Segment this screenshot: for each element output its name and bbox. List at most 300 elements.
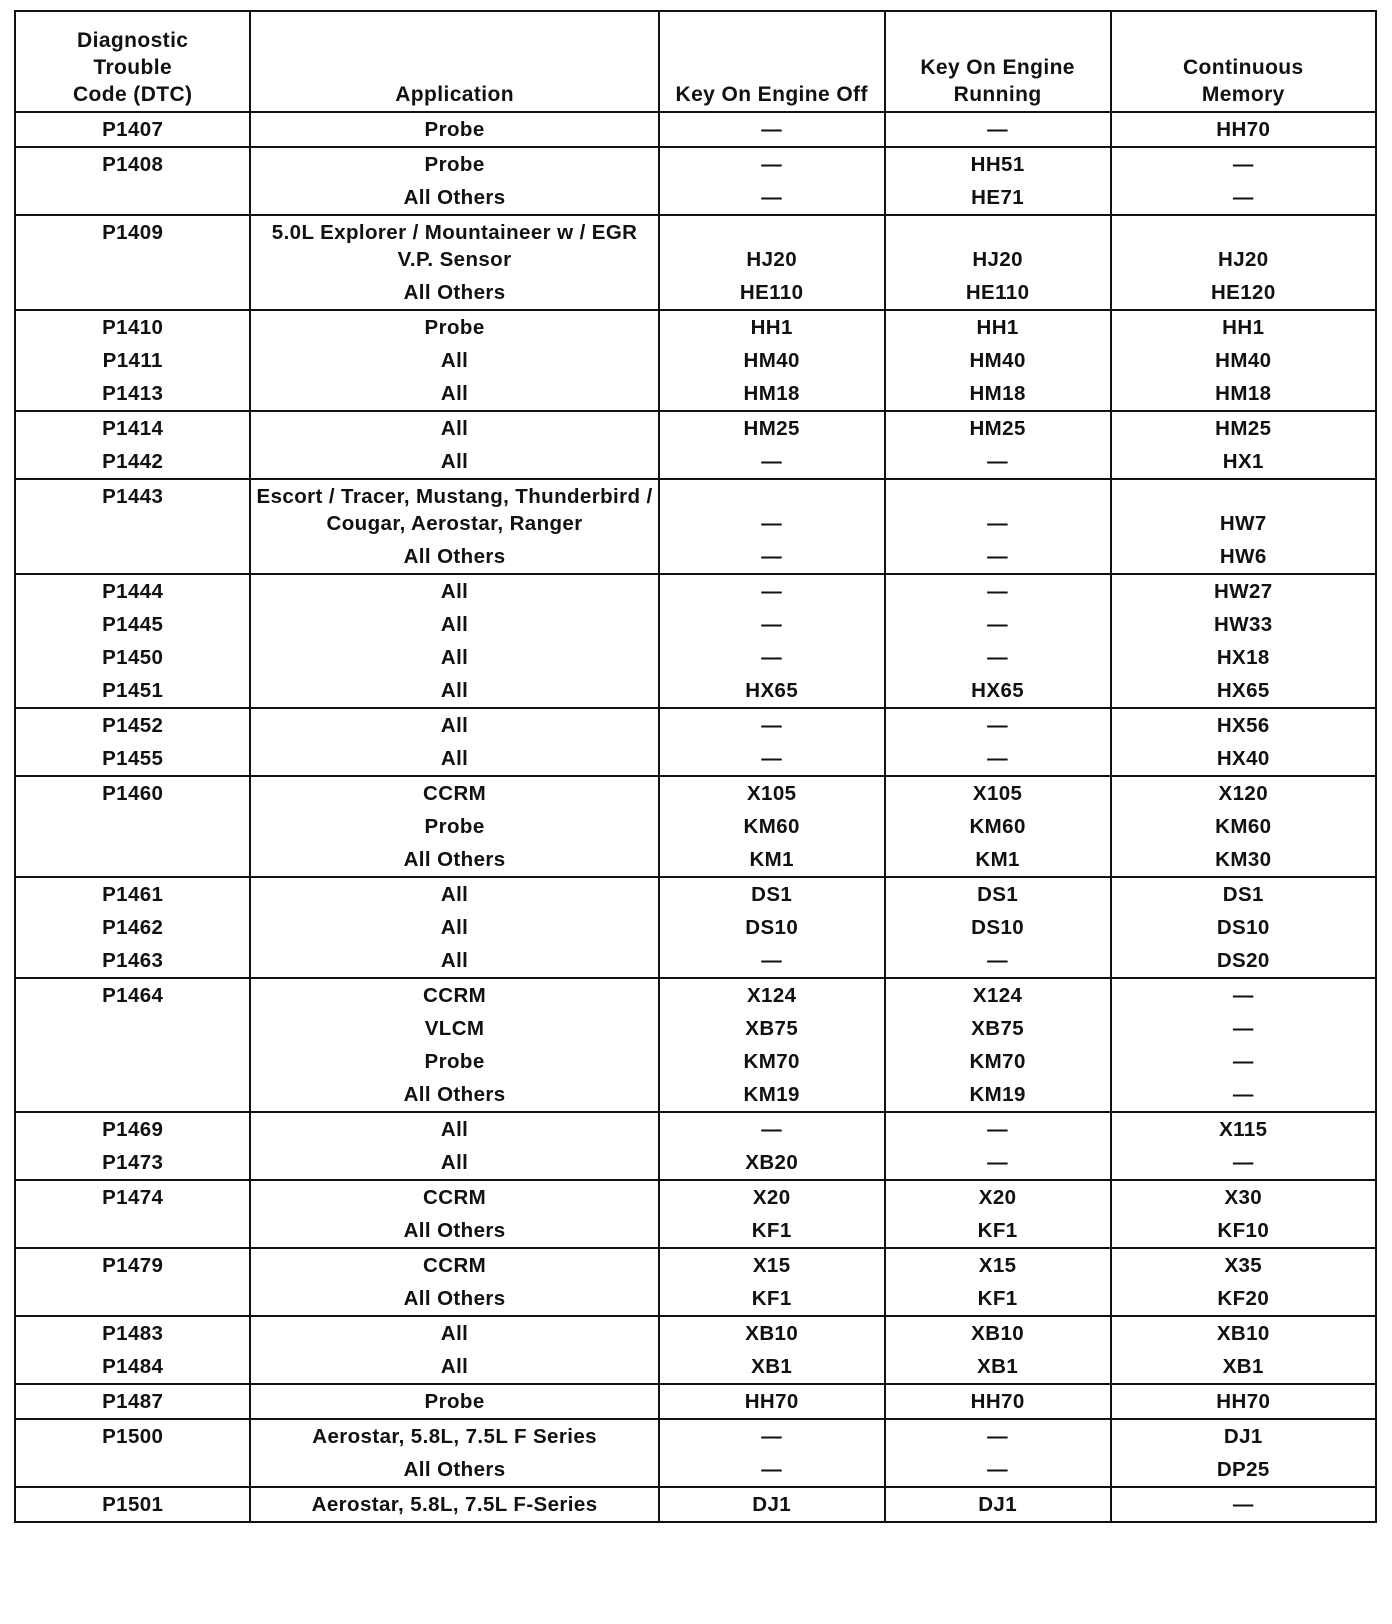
koeo-cell [659, 411, 885, 445]
koeo-cell-text: — [761, 1425, 783, 1448]
application-cell-text: Probe [424, 118, 485, 141]
koeo-cell-text: KF1 [751, 1287, 792, 1310]
koeo-cell [659, 1248, 885, 1282]
koer-cell-text: — [987, 747, 1009, 770]
dtc-cell [15, 1214, 250, 1248]
dtc-cell-text: P1445 [102, 613, 164, 636]
dtc-cell-text: P1500 [102, 1425, 164, 1448]
application-cell-text: CCRM [423, 1254, 487, 1277]
koer-cell [885, 944, 1111, 978]
koeo-cell-text: HH1 [750, 316, 793, 339]
dtc-cell [15, 1146, 250, 1180]
dtc-cell [15, 1078, 250, 1112]
continuous-memory-cell [1111, 1146, 1376, 1180]
dtc-group [15, 215, 1376, 310]
dtc-cell [15, 1453, 250, 1487]
koeo-cell [659, 1384, 885, 1419]
koer-cell-text: X124 [972, 984, 1023, 1007]
continuous-memory-cell-text: HX1 [1222, 450, 1264, 473]
table-row [15, 1146, 1376, 1180]
koeo-cell-text: — [761, 545, 783, 568]
koer-cell [885, 1214, 1111, 1248]
continuous-memory-cell-text: HX56 [1216, 714, 1270, 737]
table-row [15, 1045, 1376, 1078]
dtc-cell [15, 310, 250, 344]
application-cell [250, 1350, 658, 1384]
dtc-cell [15, 1350, 250, 1384]
continuous-memory-cell-text: X115 [1219, 1118, 1268, 1141]
dtc-cell [15, 147, 250, 181]
table-row [15, 1350, 1376, 1384]
dtc-group [15, 147, 1376, 215]
continuous-memory-cell-text: — [1232, 186, 1254, 209]
dtc-cell [15, 1045, 250, 1078]
dtc-table [14, 10, 1377, 1523]
koeo-cell [659, 641, 885, 674]
continuous-memory-cell-text: — [1232, 1151, 1254, 1174]
dtc-cell-text: P1464 [102, 984, 164, 1007]
koer-cell-text: X20 [978, 1186, 1017, 1209]
dtc-group [15, 112, 1376, 147]
koeo-cell-text: HE110 [739, 281, 804, 304]
koeo-cell-text: — [761, 949, 783, 972]
koeo-cell [659, 1146, 885, 1180]
koeo-cell [659, 810, 885, 843]
continuous-memory-cell [1111, 641, 1376, 674]
continuous-memory-cell-text: — [1232, 153, 1254, 176]
header-row [15, 11, 1376, 112]
dtc-group [15, 1112, 1376, 1180]
table-row [15, 674, 1376, 708]
application-cell-text: All Others [403, 1219, 506, 1242]
application-cell [250, 1012, 658, 1045]
dtc-group [15, 708, 1376, 776]
continuous-memory-cell-text: X30 [1224, 1186, 1263, 1209]
dtc-cell [15, 1384, 250, 1419]
koer-cell-text: HX65 [971, 679, 1025, 702]
application-cell-text: All [440, 916, 469, 939]
koer-cell-text: — [987, 1425, 1009, 1448]
dtc-cell [15, 574, 250, 608]
koeo-cell-text: HM40 [743, 349, 800, 372]
koer-cell-text: — [987, 545, 1009, 568]
koeo-cell [659, 1282, 885, 1316]
table-row [15, 310, 1376, 344]
application-cell-text: CCRM [423, 782, 487, 805]
koer-cell [885, 181, 1111, 215]
application-cell [250, 1419, 658, 1453]
koeo-cell-text: — [761, 450, 783, 473]
dtc-cell-text: P1408 [102, 153, 164, 176]
application-cell [250, 810, 658, 843]
continuous-memory-cell-text: DS1 [1222, 883, 1264, 906]
koer-cell-text: HH51 [970, 153, 1025, 176]
koer-cell [885, 1419, 1111, 1453]
koeo-cell [659, 877, 885, 911]
continuous-memory-cell-text: KM30 [1215, 848, 1272, 871]
continuous-memory-cell-text: HM40 [1215, 349, 1272, 372]
koeo-cell-text: — [761, 613, 783, 636]
dtc-group [15, 479, 1376, 574]
koer-cell [885, 445, 1111, 479]
dtc-cell [15, 608, 250, 641]
application-cell-text: CCRM [423, 1186, 487, 1209]
application-cell [250, 708, 658, 742]
dtc-cell [15, 411, 250, 445]
continuous-memory-cell [1111, 411, 1376, 445]
application-cell-text: All [440, 1118, 469, 1141]
dtc-group [15, 1419, 1376, 1487]
koer-cell-text: — [987, 613, 1009, 636]
koeo-cell [659, 1180, 885, 1214]
continuous-memory-cell [1111, 574, 1376, 608]
application-cell [250, 147, 658, 181]
continuous-memory-cell [1111, 215, 1376, 276]
table-row [15, 708, 1376, 742]
application-cell-text: All [440, 883, 469, 906]
header-application: Application [250, 11, 658, 112]
koeo-cell-text: DJ1 [752, 1493, 792, 1516]
koer-cell-text: — [987, 1151, 1009, 1174]
dtc-cell [15, 1487, 250, 1522]
table-row [15, 1248, 1376, 1282]
koeo-cell [659, 1112, 885, 1146]
application-cell [250, 1146, 658, 1180]
dtc-cell-text: P1451 [102, 679, 164, 702]
dtc-cell [15, 944, 250, 978]
table-row [15, 1214, 1376, 1248]
dtc-cell [15, 877, 250, 911]
koer-cell-text: HM40 [969, 349, 1026, 372]
application-cell-text: All [440, 714, 469, 737]
continuous-memory-cell [1111, 810, 1376, 843]
koeo-cell [659, 276, 885, 310]
table-row [15, 1112, 1376, 1146]
continuous-memory-cell [1111, 1453, 1376, 1487]
koeo-cell-text: — [761, 747, 783, 770]
dtc-cell-text: P1460 [102, 782, 164, 805]
koer-cell [885, 1248, 1111, 1282]
continuous-memory-cell [1111, 344, 1376, 377]
koer-cell [885, 911, 1111, 944]
application-cell-text: All [440, 679, 469, 702]
table-row [15, 147, 1376, 181]
application-cell-text: All [440, 382, 469, 405]
continuous-memory-cell-text: — [1232, 1493, 1254, 1516]
application-cell [250, 978, 658, 1012]
application-cell-text: All [440, 613, 469, 636]
dtc-group [15, 574, 1376, 708]
koeo-cell [659, 112, 885, 147]
koer-cell-text: DS1 [977, 883, 1019, 906]
continuous-memory-cell [1111, 310, 1376, 344]
dtc-cell [15, 215, 250, 276]
continuous-memory-cell-text: HH1 [1222, 316, 1265, 339]
koer-cell [885, 1012, 1111, 1045]
dtc-cell-text: P1450 [102, 646, 164, 669]
koeo-cell [659, 1214, 885, 1248]
application-cell-text: All [440, 580, 469, 603]
koeo-cell-text: X20 [752, 1186, 791, 1209]
koer-cell [885, 540, 1111, 574]
application-cell [250, 1214, 658, 1248]
koer-cell-text: — [987, 450, 1009, 473]
koer-cell [885, 1112, 1111, 1146]
koeo-cell [659, 944, 885, 978]
continuous-memory-cell-text: HW6 [1219, 545, 1267, 568]
dtc-cell [15, 742, 250, 776]
continuous-memory-cell-text: — [1232, 1017, 1254, 1040]
table-row [15, 1384, 1376, 1419]
application-cell-text: Probe [424, 1050, 485, 1073]
header-dtc: Diagnostic Trouble Code (DTC) [15, 11, 250, 112]
koer-cell-text: X15 [978, 1254, 1017, 1277]
koeo-cell-text: XB20 [745, 1151, 799, 1174]
application-cell [250, 608, 658, 641]
koer-cell-text: — [987, 949, 1009, 972]
application-cell-text: Escort / Tracer, Mustang, Thunderbird / Cougar, Aerostar, Ranger [256, 485, 653, 535]
koer-cell [885, 377, 1111, 411]
dtc-cell-text: P1469 [102, 1118, 164, 1141]
application-cell [250, 674, 658, 708]
dtc-cell-text: P1443 [102, 485, 164, 508]
continuous-memory-cell [1111, 1350, 1376, 1384]
dtc-cell [15, 978, 250, 1012]
koeo-cell [659, 911, 885, 944]
table-row [15, 377, 1376, 411]
koeo-cell-text: — [761, 1458, 783, 1481]
koer-cell [885, 1146, 1111, 1180]
application-cell-text: All [440, 1355, 469, 1378]
table-row [15, 112, 1376, 147]
application-cell [250, 1384, 658, 1419]
continuous-memory-cell-text: DJ1 [1223, 1425, 1263, 1448]
application-cell [250, 215, 658, 276]
koeo-cell [659, 310, 885, 344]
application-cell-text: All Others [403, 848, 506, 871]
continuous-memory-cell-text: DS20 [1216, 949, 1270, 972]
koeo-cell [659, 674, 885, 708]
koeo-cell-text: KM70 [743, 1050, 800, 1073]
koer-cell-text: X105 [972, 782, 1023, 805]
continuous-memory-cell [1111, 181, 1376, 215]
continuous-memory-cell-text: HM18 [1215, 382, 1272, 405]
koeo-cell [659, 1487, 885, 1522]
dtc-cell [15, 776, 250, 810]
koer-cell [885, 1350, 1111, 1384]
application-cell [250, 877, 658, 911]
dtc-cell [15, 181, 250, 215]
dtc-group [15, 1248, 1376, 1316]
koeo-cell-text: HJ20 [746, 248, 797, 271]
koeo-cell [659, 1078, 885, 1112]
koer-cell [885, 608, 1111, 641]
dtc-group [15, 776, 1376, 877]
dtc-cell-text: P1487 [102, 1390, 164, 1413]
table-row [15, 608, 1376, 641]
continuous-memory-cell [1111, 1419, 1376, 1453]
application-cell [250, 1180, 658, 1214]
table-row [15, 1078, 1376, 1112]
koer-cell-text: — [987, 580, 1009, 603]
continuous-memory-cell-text: XB1 [1222, 1355, 1264, 1378]
application-cell [250, 742, 658, 776]
continuous-memory-cell [1111, 1012, 1376, 1045]
application-cell [250, 377, 658, 411]
table-row [15, 1487, 1376, 1522]
koer-cell [885, 1487, 1111, 1522]
dtc-cell [15, 1012, 250, 1045]
koeo-cell-text: DS1 [751, 883, 793, 906]
continuous-memory-cell-text: KF20 [1217, 1287, 1270, 1310]
koeo-cell-text: X124 [746, 984, 797, 1007]
koer-cell [885, 1316, 1111, 1350]
koeo-cell-text: HM25 [743, 417, 800, 440]
dtc-cell [15, 1248, 250, 1282]
dtc-cell-text: P1474 [102, 1186, 164, 1209]
continuous-memory-cell-text: HE120 [1210, 281, 1276, 304]
dtc-cell [15, 344, 250, 377]
koeo-cell [659, 377, 885, 411]
koer-cell-text: — [987, 646, 1009, 669]
dtc-cell [15, 843, 250, 877]
koeo-cell-text: HX65 [745, 679, 799, 702]
table-row [15, 944, 1376, 978]
dtc-cell [15, 276, 250, 310]
dtc-cell [15, 1180, 250, 1214]
continuous-memory-cell [1111, 479, 1376, 540]
continuous-memory-cell [1111, 1282, 1376, 1316]
header-continuous-memory: Continuous Memory [1111, 11, 1376, 112]
continuous-memory-cell [1111, 708, 1376, 742]
table-row [15, 641, 1376, 674]
dtc-cell-text: P1413 [102, 382, 164, 405]
koeo-cell [659, 1453, 885, 1487]
application-cell-text: All [440, 417, 469, 440]
koeo-cell-text: KF1 [751, 1219, 792, 1242]
dtc-group [15, 310, 1376, 411]
continuous-memory-cell [1111, 776, 1376, 810]
koeo-cell-text: KM60 [743, 815, 800, 838]
koeo-cell [659, 776, 885, 810]
continuous-memory-cell [1111, 1078, 1376, 1112]
dtc-cell-text: P1479 [102, 1254, 164, 1277]
table-row [15, 843, 1376, 877]
dtc-cell [15, 445, 250, 479]
application-cell [250, 445, 658, 479]
koer-cell [885, 1045, 1111, 1078]
continuous-memory-cell [1111, 911, 1376, 944]
koeo-cell [659, 1012, 885, 1045]
koer-cell-text: XB1 [977, 1355, 1019, 1378]
koer-cell-text: XB75 [971, 1017, 1025, 1040]
koer-cell [885, 479, 1111, 540]
koer-cell [885, 1180, 1111, 1214]
koeo-cell-text: DS10 [745, 916, 799, 939]
application-cell [250, 344, 658, 377]
dtc-cell [15, 377, 250, 411]
application-cell-text: Probe [424, 815, 485, 838]
application-cell-text: All Others [403, 186, 506, 209]
koer-cell [885, 810, 1111, 843]
application-cell-text: VLCM [424, 1017, 485, 1040]
koer-cell [885, 310, 1111, 344]
dtc-cell-text: P1455 [102, 747, 164, 770]
koer-cell-text: HH70 [970, 1390, 1025, 1413]
dtc-cell [15, 810, 250, 843]
dtc-cell [15, 1282, 250, 1316]
koer-cell-text: HE71 [971, 186, 1025, 209]
application-cell [250, 1078, 658, 1112]
dtc-cell [15, 112, 250, 147]
header-key-on-engine-off: Key On Engine Off [659, 11, 885, 112]
application-cell [250, 1112, 658, 1146]
koer-cell-text: KF1 [977, 1219, 1018, 1242]
continuous-memory-cell-text: HW27 [1214, 580, 1273, 603]
koer-cell [885, 1282, 1111, 1316]
koer-cell-text: KM70 [969, 1050, 1026, 1073]
dtc-cell-text: P1484 [102, 1355, 164, 1378]
continuous-memory-cell-text: HH70 [1216, 118, 1271, 141]
koeo-cell-text: — [761, 1118, 783, 1141]
continuous-memory-cell-text: HW33 [1214, 613, 1273, 636]
koeo-cell-text: XB10 [745, 1322, 799, 1345]
continuous-memory-cell [1111, 276, 1376, 310]
application-cell [250, 1316, 658, 1350]
table-row [15, 978, 1376, 1012]
koer-cell-text: KM19 [969, 1083, 1026, 1106]
koer-cell [885, 411, 1111, 445]
koer-cell [885, 215, 1111, 276]
continuous-memory-cell-text: X35 [1224, 1254, 1263, 1277]
koeo-cell-text: — [761, 512, 783, 535]
continuous-memory-cell-text: — [1232, 1083, 1254, 1106]
continuous-memory-cell-text: — [1232, 1050, 1254, 1073]
table-row [15, 1282, 1376, 1316]
dtc-group [15, 1487, 1376, 1522]
application-cell-text: Aerostar, 5.8L, 7.5L F Series [312, 1425, 597, 1448]
dtc-cell [15, 1112, 250, 1146]
koeo-cell [659, 843, 885, 877]
koeo-cell-text: — [761, 580, 783, 603]
dtc-cell-text: P1407 [102, 118, 164, 141]
koer-cell [885, 708, 1111, 742]
continuous-memory-cell [1111, 1316, 1376, 1350]
dtc-group [15, 1180, 1376, 1248]
koer-cell [885, 276, 1111, 310]
continuous-memory-cell [1111, 377, 1376, 411]
table-row [15, 215, 1376, 276]
koeo-cell-text: KM19 [743, 1083, 800, 1106]
application-cell-text: All Others [403, 545, 506, 568]
koeo-cell [659, 608, 885, 641]
koeo-cell-text: — [761, 646, 783, 669]
continuous-memory-cell [1111, 608, 1376, 641]
application-cell [250, 911, 658, 944]
koer-cell-text: XB10 [971, 1322, 1025, 1345]
koeo-cell [659, 479, 885, 540]
continuous-memory-cell-text: HX40 [1216, 747, 1270, 770]
continuous-memory-cell-text: HW7 [1219, 512, 1267, 535]
dtc-cell [15, 479, 250, 540]
koer-cell [885, 877, 1111, 911]
application-cell-text: All Others [403, 1287, 506, 1310]
koeo-cell-text: — [761, 153, 783, 176]
koeo-cell [659, 1316, 885, 1350]
table-row [15, 810, 1376, 843]
koer-cell [885, 1384, 1111, 1419]
dtc-group [15, 1384, 1376, 1419]
